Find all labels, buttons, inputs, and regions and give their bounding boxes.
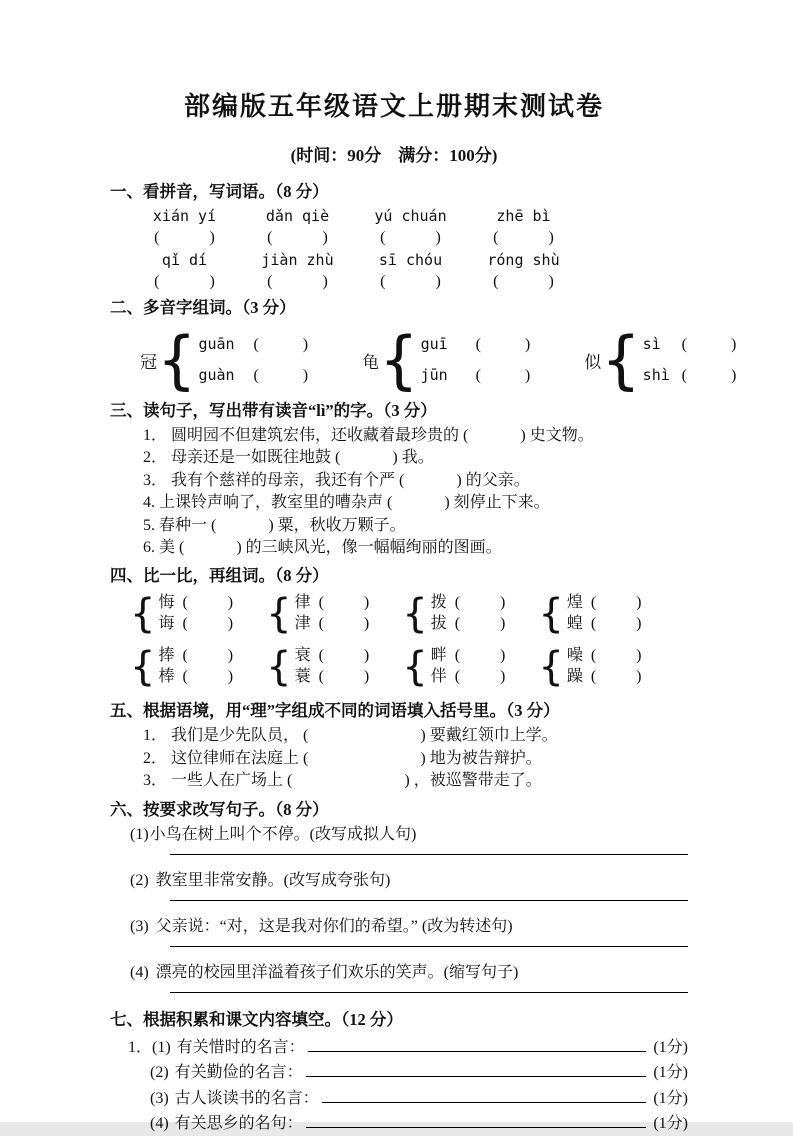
- polyphone-group-gui: [362, 322, 531, 397]
- rewrite-item: [130, 824, 688, 855]
- answer-blank[interactable]: ( ): [154, 229, 215, 246]
- sentence-item: [143, 748, 688, 770]
- compare-char: 伴: [430, 668, 447, 686]
- answer-blank[interactable]: ( ): [303, 749, 426, 767]
- compare-char: 畔: [430, 647, 447, 665]
- item-number: 4.: [143, 494, 155, 512]
- polyphone-group-guan: [140, 322, 309, 397]
- section-7-heading: 七、根据积累和课文内容填空。（12 分）: [110, 1009, 403, 1029]
- answer-line[interactable]: [170, 854, 688, 855]
- pinyin-row-1: [134, 206, 688, 247]
- answer-blank[interactable]: ( ): [318, 594, 370, 612]
- reading-text: guàn: [198, 366, 235, 384]
- answer-line[interactable]: [308, 1034, 647, 1052]
- sentence-item: [143, 537, 688, 559]
- item-number: (4): [130, 963, 149, 981]
- section-3-heading: 三、读句子，写出带有读音“lì”的字。（3 分）: [110, 401, 437, 420]
- item-number: 2．: [143, 449, 168, 467]
- section-6-heading: 六、按要求改写句子。（8 分）: [110, 799, 329, 819]
- answer-blank[interactable]: ( ): [182, 594, 234, 612]
- answer-blank[interactable]: ( ): [253, 367, 309, 384]
- sentence-post: 刻停止下来。: [453, 494, 550, 512]
- sentence-post: 地为被告辩护。: [429, 749, 542, 767]
- pinyin-col: [247, 250, 348, 291]
- sentence-post: 粟，秋收万颗子。: [277, 516, 406, 534]
- answer-blank[interactable]: ( ): [475, 336, 531, 353]
- item-number: (3): [130, 917, 149, 935]
- compare-row-2: [130, 643, 688, 690]
- pinyin-text: xián yí: [152, 207, 217, 225]
- answer-blank[interactable]: ( ): [681, 367, 737, 384]
- item-number: 1．: [143, 727, 168, 745]
- reading-text: jūn: [420, 366, 448, 384]
- answer-line[interactable]: [170, 946, 688, 947]
- sentence-item: [143, 770, 688, 792]
- brace-icon: {: [538, 643, 564, 690]
- brace-icon: {: [402, 643, 428, 690]
- compare-char: 蓑: [294, 668, 311, 686]
- sentence-item: [143, 470, 688, 492]
- score-badge: (1分): [653, 1089, 688, 1107]
- brace-icon: {: [130, 643, 156, 690]
- section-5-heading: 五、根据语境，用“理”字组成不同的词语填入括号里。（3 分）: [110, 701, 560, 721]
- compare-char: 诲: [158, 615, 175, 633]
- fill-label: 古人谈读书的名言：: [174, 1089, 319, 1107]
- answer-blank[interactable]: ( ): [211, 516, 274, 534]
- answer-blank[interactable]: ( ): [335, 449, 398, 467]
- fill-label: 有关思乡的名句：: [174, 1115, 303, 1133]
- rewrite-item: [130, 870, 688, 901]
- answer-blank[interactable]: ( ): [303, 727, 426, 745]
- compare-char: 煌: [566, 594, 583, 612]
- item-number: 6.: [143, 539, 155, 557]
- answer-blank[interactable]: ( ): [387, 494, 450, 512]
- answer-blank[interactable]: ( ): [590, 615, 642, 633]
- answer-blank[interactable]: ( ): [380, 229, 441, 246]
- fill-label: 有关惜时的名言：: [176, 1038, 305, 1056]
- answer-blank[interactable]: ( ): [493, 229, 554, 246]
- compare-pair: [402, 590, 506, 637]
- sentence-pre: 我有个慈祥的母亲，我还有个严: [171, 471, 396, 489]
- item-number: (4): [150, 1115, 169, 1133]
- rewrite-text: 教室里非常安静。(改写成夸张句): [155, 871, 391, 889]
- page-title: 部编版五年级语文上册期末测试卷: [183, 92, 604, 121]
- answer-blank[interactable]: ( ): [267, 229, 328, 246]
- reading-text: guī: [420, 335, 448, 353]
- answer-blank[interactable]: ( ): [318, 647, 370, 665]
- exam-time-score: (时间：90分 满分：100分): [290, 146, 498, 165]
- pinyin-col: [360, 250, 461, 291]
- sentence-item: [143, 447, 688, 469]
- answer-blank[interactable]: ( ): [179, 539, 242, 557]
- brace-icon: {: [402, 590, 428, 637]
- sentence-pre: 一些人在广场上: [171, 772, 284, 790]
- answer-line[interactable]: [322, 1085, 647, 1103]
- answer-blank[interactable]: ( ): [267, 273, 328, 290]
- compare-pair: [130, 643, 234, 690]
- pinyin-text: róng shù: [487, 251, 560, 269]
- fill-item: [150, 1059, 688, 1085]
- pinyin-text: zhē bì: [496, 207, 551, 225]
- pinyin-col: [247, 206, 348, 247]
- sentence-pre: 美: [159, 539, 176, 557]
- sentence-item: [143, 515, 688, 537]
- item-number: (2): [130, 871, 149, 889]
- section-2-heading: 二、多音字组词。（3 分）: [110, 298, 296, 317]
- item-number: 5.: [143, 516, 155, 534]
- sentence-post: 的父亲。: [465, 471, 530, 489]
- item-number: (2): [150, 1064, 169, 1082]
- reading-text: shì: [642, 366, 670, 384]
- score-badge: (1分): [653, 1038, 688, 1056]
- reading-text: sì: [642, 335, 661, 353]
- sentence-post: 我。: [401, 449, 434, 467]
- answer-blank[interactable]: ( ): [590, 668, 642, 686]
- polyphone-row: [140, 322, 737, 397]
- compare-char: 悔: [158, 594, 175, 612]
- pinyin-text: sī chóu: [378, 251, 443, 269]
- answer-line[interactable]: [170, 900, 688, 901]
- reading-text: guān: [198, 335, 235, 353]
- fill-item: [128, 1034, 688, 1060]
- answer-blank[interactable]: ( ): [590, 647, 642, 665]
- rewrite-item: [130, 916, 688, 947]
- polyphone-char: 冠: [140, 352, 157, 372]
- pinyin-col: [134, 250, 235, 291]
- polyphone-char: 似: [584, 352, 602, 372]
- pinyin-row-2: [134, 250, 688, 291]
- compare-char: 律: [294, 594, 311, 612]
- item-number: (1): [130, 825, 149, 843]
- rewrite-text: 漂亮的校园里洋溢着孩子们欢乐的笑声。(缩写句子): [155, 963, 519, 981]
- brace-icon: {: [157, 322, 197, 397]
- rewrite-item: [130, 962, 688, 993]
- compare-char: 蝗: [566, 615, 583, 633]
- brace-icon: {: [130, 590, 156, 637]
- brace-icon: {: [538, 590, 564, 637]
- item-number: 3．: [143, 772, 168, 790]
- sentence-pre: 圆明园不但建筑宏伟，还收藏着最珍贵的: [171, 427, 460, 444]
- compare-char: 棒: [158, 668, 175, 686]
- pinyin-text: jiàn zhù: [261, 251, 334, 269]
- pinyin-col: [360, 206, 461, 247]
- score-badge: (1分): [653, 1064, 688, 1082]
- answer-line[interactable]: [306, 1059, 647, 1077]
- compare-pair: [266, 590, 370, 637]
- pinyin-text: qǐ dí: [161, 251, 208, 269]
- sentence-pre: 这位律师在法庭上: [171, 749, 300, 767]
- answer-blank[interactable]: ( ): [454, 647, 506, 665]
- pinyin-col: [134, 206, 235, 247]
- compare-pair: [538, 590, 642, 637]
- compare-char: 拔: [430, 615, 447, 633]
- item-number: 1．(1): [128, 1038, 171, 1056]
- section-4-heading: 四、比一比，再组词。（8 分）: [110, 566, 329, 586]
- answer-blank[interactable]: ( ): [182, 668, 234, 686]
- compare-char: 衰: [294, 647, 311, 665]
- sentence-item: [143, 725, 688, 747]
- pinyin-text: dǎn qiè: [265, 207, 330, 225]
- compare-row-1: [130, 590, 688, 637]
- answer-blank[interactable]: ( ): [454, 668, 506, 686]
- fill-item: [150, 1110, 688, 1136]
- brace-icon: {: [266, 590, 292, 637]
- answer-blank[interactable]: ( ): [454, 615, 506, 633]
- sentence-post: 的三峡风光，像一幅幅绚丽的图画。: [245, 539, 502, 557]
- compare-char: 拨: [430, 594, 447, 612]
- rewrite-text: 父亲说：“对，这是我对你们的希望。” (改为转述句): [155, 917, 513, 935]
- fill-item: [150, 1085, 688, 1111]
- answer-blank[interactable]: ( ): [253, 336, 309, 353]
- compare-pair: [130, 590, 234, 637]
- compare-pair: [402, 643, 506, 690]
- answer-blank[interactable]: ( ): [399, 471, 462, 489]
- answer-line[interactable]: [306, 1110, 647, 1128]
- item-number: 3．: [143, 471, 168, 489]
- answer-blank[interactable]: ( ): [454, 594, 506, 612]
- pinyin-col: [473, 206, 574, 247]
- answer-blank[interactable]: ( ): [590, 594, 642, 612]
- item-number: (3): [150, 1089, 169, 1107]
- sentence-post: ，被巡警带走了。: [413, 772, 542, 790]
- sentence-item: [143, 492, 688, 514]
- answer-blank[interactable]: ( ): [154, 273, 215, 290]
- compare-char: 躁: [566, 668, 583, 686]
- sentence-pre: 上课铃声响了，教室里的嘈杂声: [159, 494, 384, 512]
- answer-blank[interactable]: ( ): [463, 427, 526, 444]
- answer-blank[interactable]: ( ): [182, 647, 234, 665]
- item-number: 1．: [143, 427, 168, 444]
- pinyin-col: [473, 250, 574, 291]
- sentence-post: 史文物。: [529, 427, 594, 444]
- brace-icon: {: [266, 643, 292, 690]
- answer-blank[interactable]: ( ): [318, 668, 370, 686]
- answer-blank[interactable]: ( ): [182, 615, 234, 633]
- sentence-pre: 我们是少先队员，: [171, 727, 300, 745]
- fill-label: 有关勤俭的名言：: [174, 1064, 303, 1082]
- answer-blank[interactable]: ( ): [475, 367, 531, 384]
- rewrite-text: 小鸟在树上叫个不停。(改写成拟人句): [149, 825, 417, 843]
- answer-blank[interactable]: ( ): [493, 273, 554, 290]
- answer-blank[interactable]: ( ): [681, 336, 737, 353]
- compare-pair: [538, 643, 642, 690]
- compare-char: 津: [294, 615, 311, 633]
- answer-line[interactable]: [170, 992, 688, 993]
- compare-char: 捧: [158, 647, 175, 665]
- sentence-pre: 母亲还是一如既往地鼓: [171, 449, 332, 467]
- sentence-pre: 春种一: [159, 516, 208, 534]
- answer-blank[interactable]: ( ): [318, 615, 370, 633]
- sentence-item: [143, 425, 688, 447]
- brace-icon: {: [379, 322, 419, 397]
- pinyin-text: yú chuán: [374, 207, 447, 225]
- section-1-heading: 一、看拼音，写词语。（8 分）: [110, 182, 329, 201]
- compare-char: 噪: [566, 647, 583, 665]
- compare-pair: [266, 643, 370, 690]
- polyphone-char: 龟: [362, 352, 380, 372]
- answer-blank[interactable]: ( ): [287, 772, 410, 790]
- sentence-post: 要戴红领巾上学。: [429, 727, 558, 745]
- answer-blank[interactable]: ( ): [380, 273, 441, 290]
- polyphone-group-si: [584, 322, 737, 397]
- score-badge: (1分): [653, 1115, 688, 1133]
- item-number: 2．: [143, 749, 168, 767]
- brace-icon: {: [601, 322, 641, 397]
